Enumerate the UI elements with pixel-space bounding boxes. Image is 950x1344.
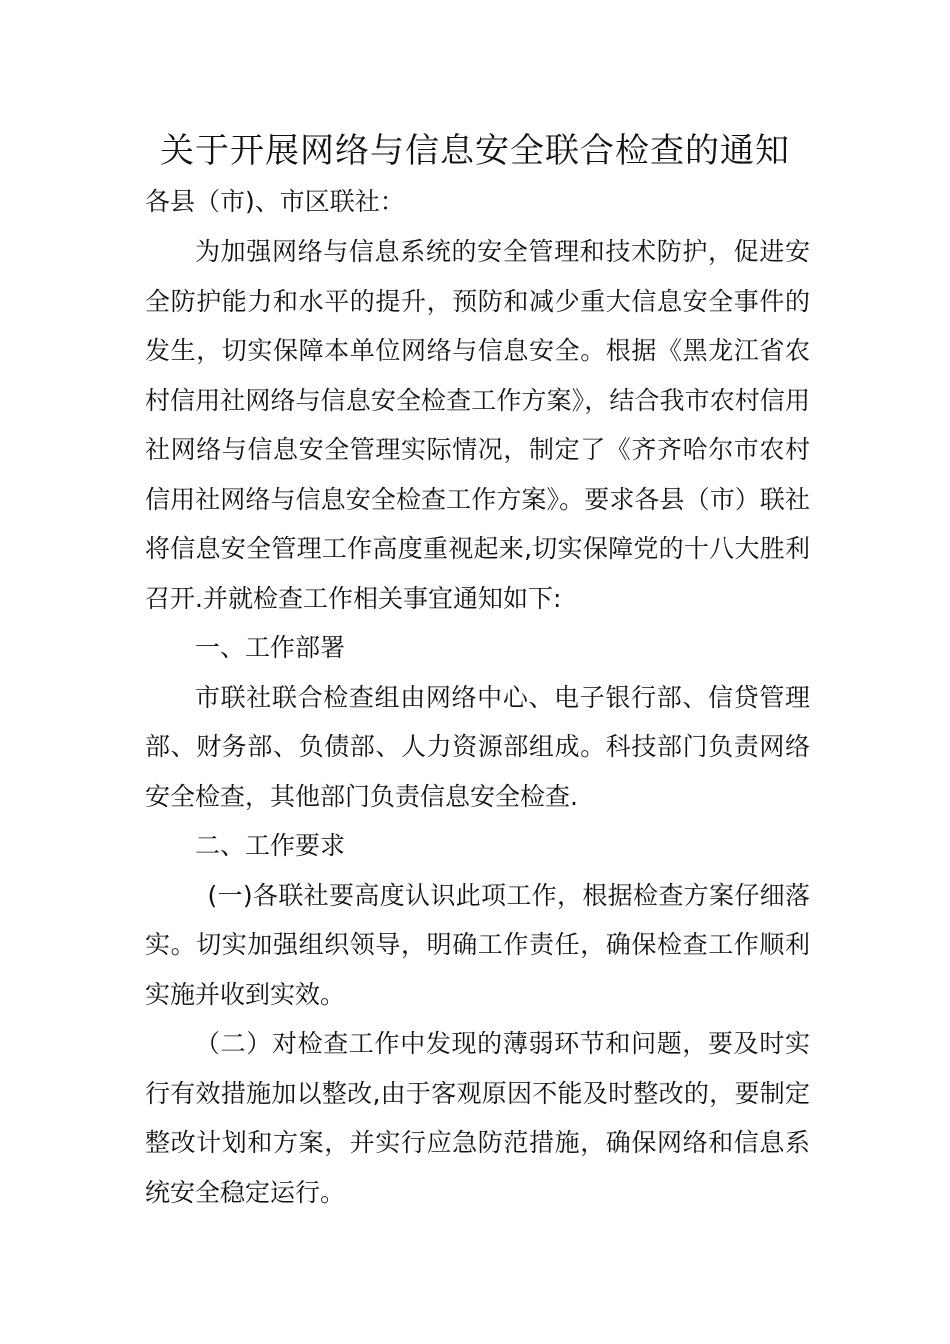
salutation: 各县（市)、市区联社： [145, 187, 405, 216]
document-title: 关于开展网络与信息安全联合检查的通知 [160, 131, 790, 171]
section-heading-requirements: 二、工作要求 [195, 831, 346, 860]
document-body [145, 227, 810, 1217]
requirement-item-2: （二）对检查工作中发现的薄弱环节和问题，要及时实行有效措施加以整改,由于客观原因不能及时整改的，要制定整改计划和方案，并实行应急防范措施，确保网络和信息系统安全稳定运行。 [145, 1029, 810, 1207]
deployment-paragraph: 市联社联合检查组由网络中心、电子银行部、信贷管理部、财务部、负债部、人力资源部组成。科技部门负责网络安全检查，其他部门负责信息安全检查. [145, 682, 810, 811]
requirement-item-1: (一)各联社要高度认识此项工作，根据检查方案仔细落实。切实加强组织领导，明确工作责任，确保检查工作顺利实施并收到实效。 [145, 880, 810, 1009]
section-heading-deployment: 一、工作部署 [195, 633, 346, 662]
intro-paragraph: 为加强网络与信息系统的安全管理和技术防护，促进安全防护能力和水平的提升，预防和减少重大信息安全事件的发生，切实保障本单位网络与信息安全。根据《黑龙江省农村信用社网络与信息安全检查工作方案》，结合我市农村信用社网络与信息安全管理实际情况，制定了《齐齐哈尔市农村信用社网络与信息安全检查工作方案》。要求各县（市）联社将信息安全管理工作高度重视起来,切实保障党的十八大胜利召开.并就检查工作相关事宜通知如下: [145, 237, 810, 613]
